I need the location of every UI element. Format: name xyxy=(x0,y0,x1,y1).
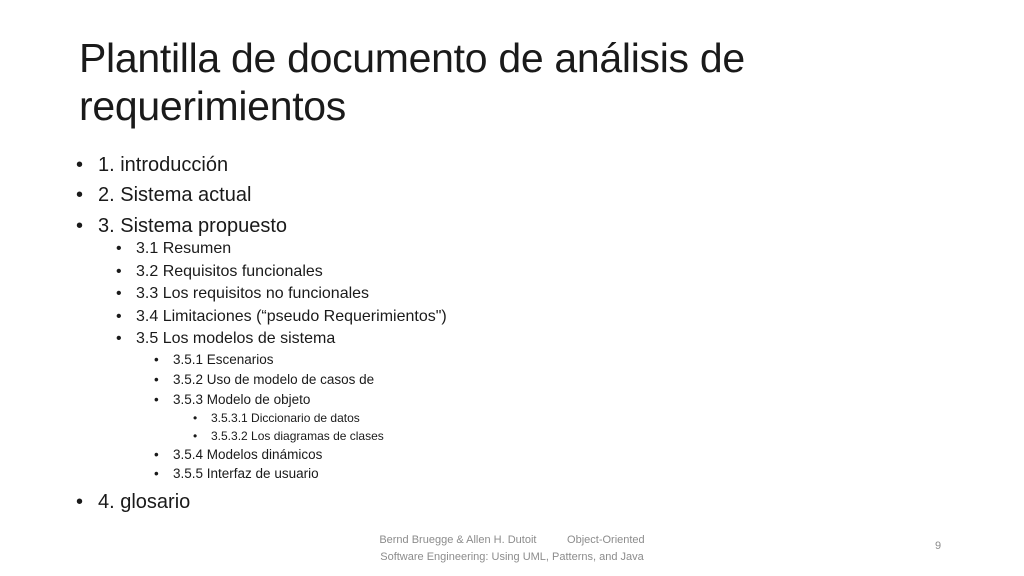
bullet-icon: • xyxy=(154,352,159,367)
outline-item-level-2 xyxy=(116,284,370,304)
outline-item-text: 3.2 Requisitos funcionales xyxy=(136,263,323,280)
page-number: 9 xyxy=(934,540,942,552)
bullet-icon: • xyxy=(154,447,159,462)
outline-item-level-3 xyxy=(154,465,319,483)
outline-item-level-2 xyxy=(116,262,323,282)
outline-item-level-2 xyxy=(116,307,447,327)
bullet-icon: • xyxy=(193,429,198,443)
outline-item-level-3 xyxy=(154,371,375,389)
slide-title-line-2: requerimientos xyxy=(79,83,346,129)
outline-item-text: 3.5.1 Escenarios xyxy=(173,352,274,367)
outline-item-level-4 xyxy=(193,428,384,444)
outline-item-text: 3.5.3.2 Los diagramas de clases xyxy=(211,429,384,443)
footer-line-1: Bernd Bruegge & Allen H. Dutoit Object-Oriented xyxy=(379,534,645,546)
bullet-icon: • xyxy=(154,372,159,387)
outline-item-text: 3.1 Resumen xyxy=(136,240,232,257)
slide-footer xyxy=(362,532,662,566)
slide-title xyxy=(79,34,979,130)
outline-item-text: 3.5.4 Modelos dinámicos xyxy=(173,447,323,462)
outline-item-text: 3. Sistema propuesto xyxy=(98,215,287,237)
outline-item-text: 3.5.3 Modelo de objeto xyxy=(173,392,311,407)
outline-item-text: 1. introducción xyxy=(98,154,229,176)
outline-item-level-1 xyxy=(76,214,287,238)
outline-item-level-4 xyxy=(193,410,360,426)
outline-item-text: 3.5.5 Interfaz de usuario xyxy=(173,466,319,481)
outline-item-level-1 xyxy=(76,183,252,207)
footer-line-2: Software Engineering: Using UML, Patterns, and Java xyxy=(380,551,644,563)
outline-item-level-3 xyxy=(154,446,323,464)
outline-item-level-1 xyxy=(76,490,191,514)
bullet-icon: • xyxy=(116,308,122,325)
bullet-icon: • xyxy=(76,491,84,513)
bullet-icon: • xyxy=(116,330,122,347)
outline-item-text: 3.5.2 Uso de modelo de casos de xyxy=(173,372,375,387)
bullet-icon: • xyxy=(76,154,84,176)
bullet-icon: • xyxy=(116,285,122,302)
bullet-icon: • xyxy=(154,466,159,481)
outline-item-level-3 xyxy=(154,351,274,369)
outline-item-text: 4. glosario xyxy=(98,491,191,513)
slide-title-line-1: Plantilla de documento de análisis de xyxy=(79,35,745,81)
outline-item-level-2 xyxy=(116,239,232,259)
bullet-icon: • xyxy=(116,240,122,257)
outline-item-text: 3.4 Limitaciones (“pseudo Requerimientos") xyxy=(136,308,447,325)
outline-item-level-1 xyxy=(76,153,229,177)
outline-item-level-2 xyxy=(116,329,336,349)
bullet-icon: • xyxy=(76,215,84,237)
bullet-icon: • xyxy=(116,263,122,280)
bullet-icon: • xyxy=(154,392,159,407)
outline-item-level-3 xyxy=(154,391,311,409)
outline-item-text: 3.5 Los modelos de sistema xyxy=(136,330,336,347)
outline-item-text: 2. Sistema actual xyxy=(98,184,252,206)
outline-item-text: 3.5.3.1 Diccionario de datos xyxy=(211,411,360,425)
outline-item-text: 3.3 Los requisitos no funcionales xyxy=(136,285,370,302)
bullet-icon: • xyxy=(193,411,198,425)
bullet-icon: • xyxy=(76,184,84,206)
